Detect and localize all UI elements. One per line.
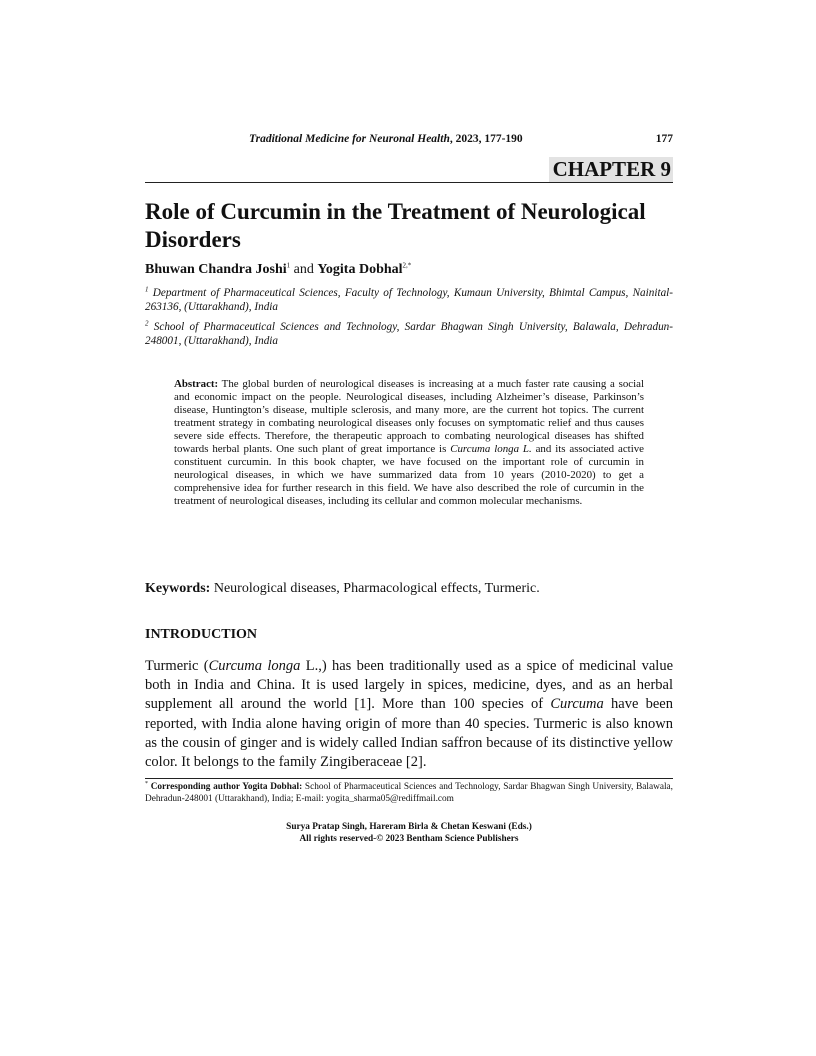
genus-name: Curcuma: [550, 696, 604, 713]
chapter-title: Role of Curcumin in the Treatment of Neurological Disorders: [145, 199, 646, 252]
keywords-label: Keywords:: [145, 581, 211, 596]
author-affiliation-mark: 1: [286, 261, 291, 270]
species-name: Curcuma longa: [208, 658, 301, 674]
author-connector: and: [290, 262, 318, 277]
keywords: [145, 581, 540, 597]
affiliation-text: Department of Pharmaceutical Sciences, Faculty of Technology, Kumaun University, Bhimtal Campus, Nainital-263136, (Uttarakhand), India: [145, 287, 673, 313]
footnote-label: Corresponding author Yogita Dobhal:: [148, 782, 303, 792]
affiliation-2: [145, 320, 673, 348]
keywords-text: Neurological diseases, Pharmacological effects, Turmeric.: [210, 581, 540, 596]
rights-line: All rights reserved-© 2023 Bentham Science Publishers: [299, 834, 519, 844]
page-number: 177: [655, 133, 673, 145]
abstract: [174, 378, 644, 508]
affiliation-1: [145, 286, 673, 314]
affiliation-mark: 2: [145, 319, 149, 328]
section-heading-introduction: INTRODUCTION: [145, 627, 258, 642]
journal-title: Traditional Medicine for Neuronal Health, 2023, 177-190: [249, 133, 523, 145]
chapter-label: CHAPTER 9: [549, 157, 673, 182]
author-name: Bhuwan Chandra Joshi: [145, 262, 287, 277]
abstract-text: and its associated active constituent curcumin. In this book chapter, we have focused on the important role of curcumin in neurological diseases, in which we have summarized data from 10 years (2010-2020) to get a comprehensive idea for further research in this field. We have also described the role of curcumin in the treatment of neurological diseases, including its cellular and common molecular mechanisms.: [174, 443, 644, 507]
author-name: Yogita Dobhal: [317, 262, 403, 277]
abstract-species-name: Curcuma longa L.: [450, 443, 532, 455]
affiliation-mark: 1: [145, 285, 149, 294]
journal-pages: , 2023, 177-190: [449, 133, 523, 145]
footnote-text: School of Pharmaceutical Sciences and Technology, Sardar Bhagwan Singh University, Balawala, Dehradun-248001 (Uttarakhand), India; E-mail: yogita_sharma05@rediffmail.com: [145, 782, 673, 804]
abstract-text: The global burden of neurological diseases is increasing at a much faster rate causing a social and economic impact on the people. Neurological diseases, including Alzheimer’s disease, Parkinson’s disease, Huntington’s disease, multiple sclerosis, and many more, are the current hot topics. The current treatment strategy in combating neurological diseases only focuses on symptomatic relief and thus causes severe side effects. Therefore, the therapeutic approach to combating neurological diseases has shifted towards herbal plants. One such plant of great importance is: [174, 378, 644, 455]
abstract-label: Abstract:: [174, 378, 219, 390]
footnote-mark: *: [145, 780, 148, 787]
chapter-divider: [145, 182, 673, 183]
introduction-paragraph: Turmeric (Curcuma longa L.,) has been traditionally used as a spice of medicinal value both in India and China. It is used largely in spices, medicine, dyes, and as an herbal supplement all around the world [1]. More than 100 species of Curcuma have been reported, with India alone having origin of more than 40 species. Turmeric is also known as the cousin of ginger and is widely called Indian saffron because of its distinctive yellow color. It belongs to the family Zingiberaceae [2].: [145, 658, 674, 771]
publisher-info: [145, 821, 673, 845]
editors-line: Surya Pratap Singh, Hareram Birla & Chetan Keswani (Eds.): [286, 822, 532, 832]
affiliation-text: School of Pharmaceutical Sciences and Technology, Sardar Bhagwan Singh University, Balawala, Dehradun-248001, (Uttarakhand), India: [145, 321, 673, 347]
footnote-divider: [145, 778, 673, 779]
footnote: [145, 781, 673, 805]
author-list: [145, 262, 411, 278]
author-affiliation-mark: 2,*: [402, 261, 412, 270]
